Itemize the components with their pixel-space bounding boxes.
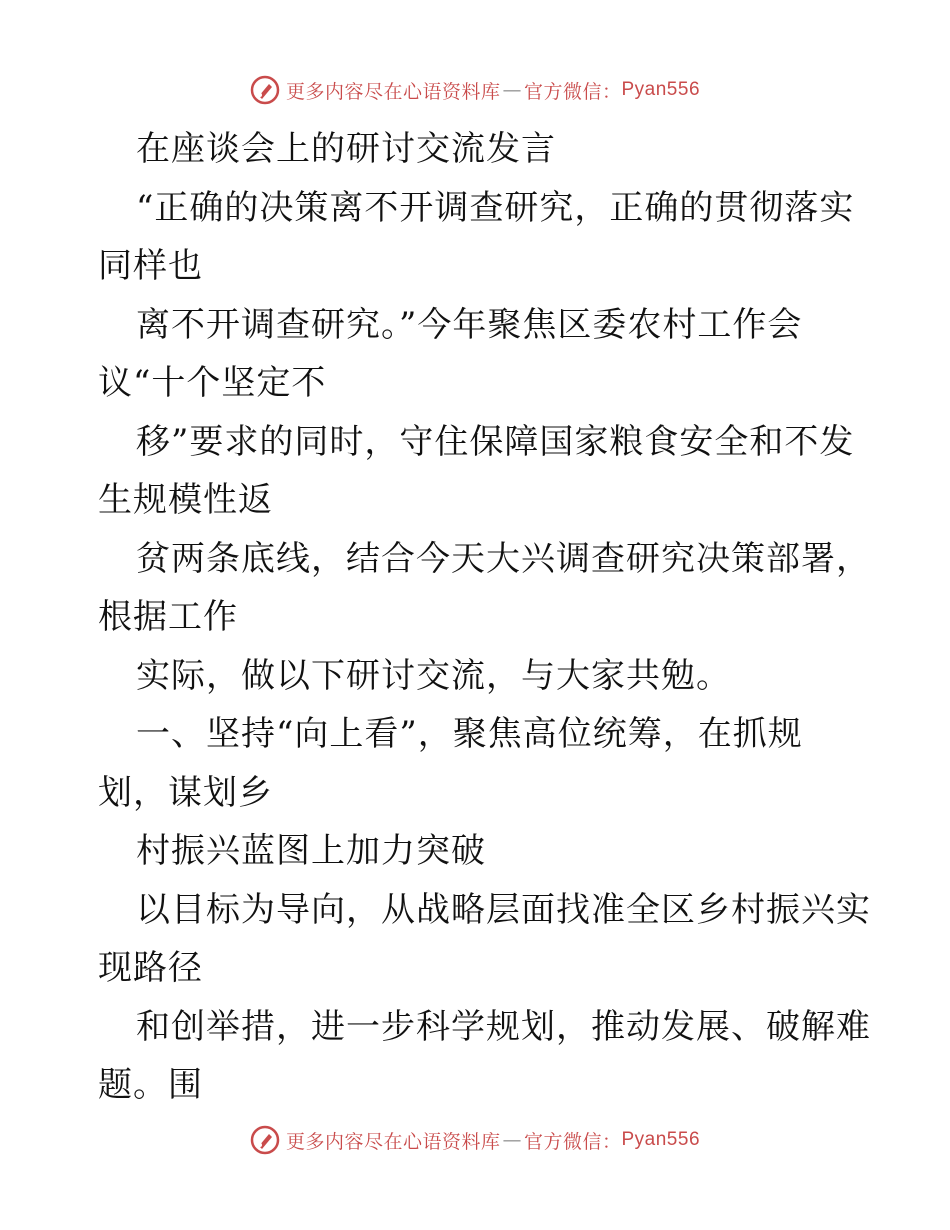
watermark-separator: — — [502, 1129, 522, 1151]
text-line: 移”要求的同时，守住保障国家粮食安全和不发 — [136, 421, 855, 462]
watermark-text: 更多内容尽在心语资料库 — [285, 80, 501, 103]
document-body — [98, 120, 871, 1115]
text-line: 实际，做以下研讨交流，与大家共勉。 — [136, 655, 731, 696]
text-line: 题。围 — [98, 1065, 203, 1105]
watermark-header — [0, 70, 950, 110]
watermark-separator: — — [502, 79, 522, 101]
pen-logo-icon — [250, 1125, 280, 1155]
text-line: 一、坚持“向上看”，聚焦高位统筹，在抓规 — [136, 714, 803, 754]
paragraph-lines — [98, 179, 871, 1115]
text-line: 以目标为导向，从战略层面找准全区乡村振兴实 — [136, 889, 871, 930]
watermark-suffix: 官方微信： — [523, 1130, 622, 1153]
watermark-account: Pyan556 — [621, 1129, 701, 1150]
text-line: 生规模性返 — [98, 480, 273, 520]
text-line: 议“十个坚定不 — [98, 363, 327, 403]
watermark-account: Pyan556 — [621, 79, 701, 100]
watermark-text: 更多内容尽在心语资料库 — [285, 1130, 501, 1153]
text-line: 根据工作 — [98, 597, 238, 637]
text-line: 划，谋划乡 — [98, 772, 273, 813]
text-line: 贫两条底线，结合今天大兴调查研究决策部署， — [136, 538, 871, 579]
text-line: 离不开调查研究。”今年聚焦区委农村工作会 — [136, 304, 803, 345]
document-title: 在座谈会上的研讨交流发言 — [136, 129, 556, 169]
text-line: 同样也 — [98, 246, 203, 286]
pen-logo-icon — [250, 75, 280, 105]
text-line: 和创举措，进一步科学规划，推动发展、破解难 — [136, 1006, 871, 1047]
watermark-footer — [0, 1120, 950, 1160]
text-line: 村振兴蓝图上加力突破 — [136, 831, 486, 871]
text-line: 现路径 — [98, 948, 203, 988]
text-line: “正确的决策离不开调查研究，正确的贯彻落实 — [136, 187, 855, 228]
watermark-suffix: 官方微信： — [523, 80, 622, 103]
